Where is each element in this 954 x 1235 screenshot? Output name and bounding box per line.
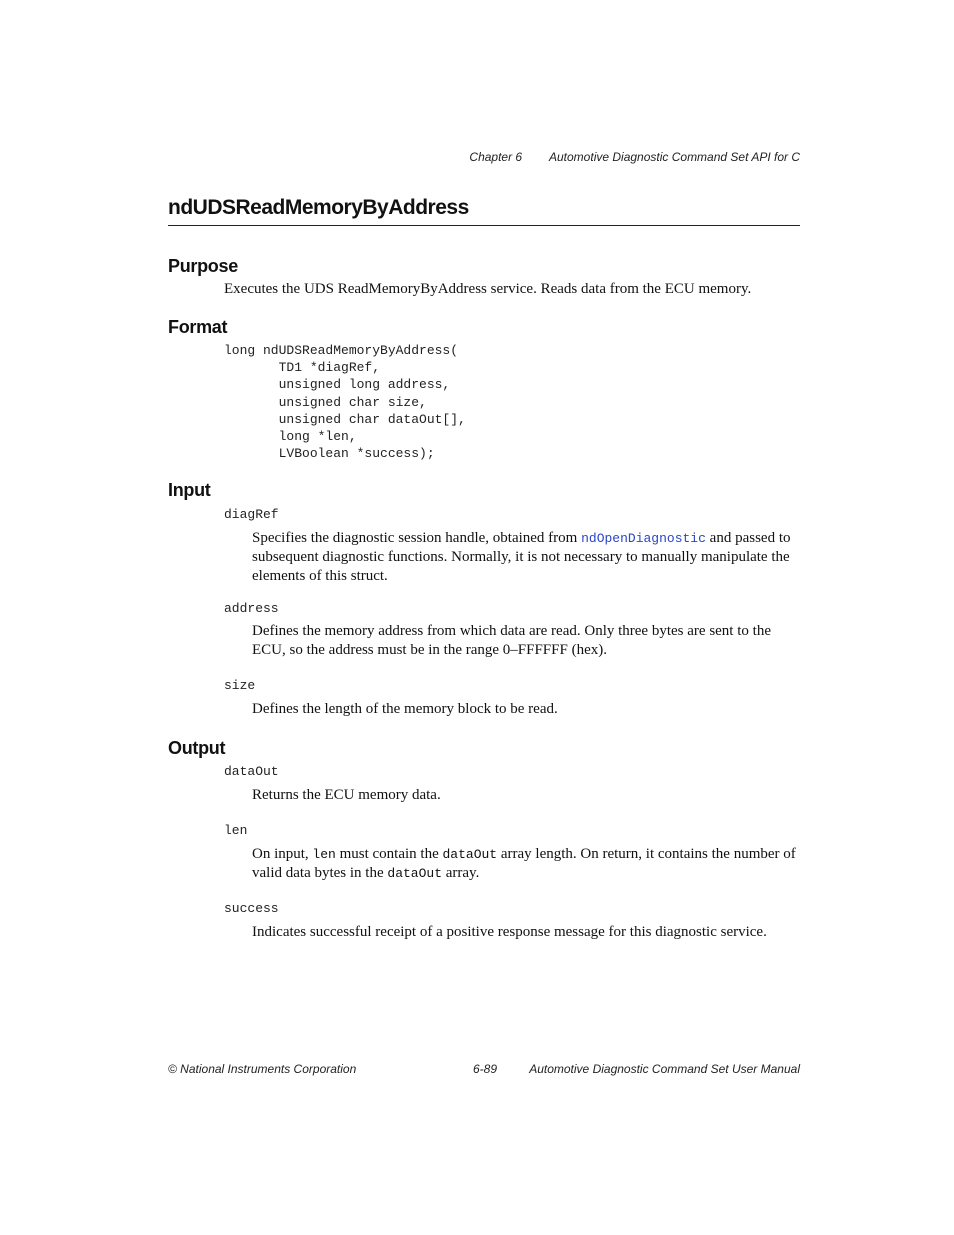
param-name-address: address bbox=[224, 601, 279, 616]
footer-manual-title: Automotive Diagnostic Command Set User Manual bbox=[529, 1062, 800, 1076]
ndopendiagnostic-link[interactable]: ndOpenDiagnostic bbox=[581, 531, 706, 546]
param-desc-size: Defines the length of the memory block to be read. bbox=[252, 701, 558, 717]
param-name-dataout: dataOut bbox=[224, 764, 279, 779]
format-heading: Format bbox=[168, 317, 228, 337]
param-desc-dataout: Returns the ECU memory data. bbox=[252, 787, 441, 803]
chapter-label: Chapter 6 bbox=[469, 150, 523, 164]
purpose-text: Executes the UDS ReadMemoryByAddress service. Reads data from the ECU memory. bbox=[224, 281, 752, 297]
chapter-title: Automotive Diagnostic Command Set API for C bbox=[549, 150, 800, 164]
param-desc-address: Defines the memory address from which data are read. Only three bytes are sent to the ECU, so the address must be in the range 0–FFFFFF (hex). bbox=[252, 623, 771, 658]
param-desc-diagref bbox=[252, 529, 800, 586]
param-name-diagref: diagRef bbox=[224, 507, 279, 522]
diagref-text-2: and passed to subsequent diagnostic functions. Normally, it is not necessary to manually manipulate the elements of this struct. bbox=[252, 530, 791, 584]
format-code-block: long ndUDSReadMemoryByAddress( TD1 *diagRef, unsigned long address, unsigned char size, unsigned char dataOut[], long *len, LVBoolean *success); bbox=[224, 343, 466, 462]
len-text-1: On input, bbox=[252, 846, 313, 862]
len-text-4: array. bbox=[442, 865, 480, 881]
param-name-len: len bbox=[224, 823, 248, 838]
len-text-2: must contain the bbox=[335, 846, 443, 862]
running-header bbox=[469, 150, 800, 164]
param-name-success: success bbox=[224, 901, 279, 916]
param-name-size: size bbox=[224, 678, 256, 693]
len-code-3: dataOut bbox=[387, 866, 442, 881]
len-text-3: array length. On return, it contains the number of valid data bytes in the bbox=[252, 846, 796, 881]
page-title: ndUDSReadMemoryByAddress bbox=[168, 196, 800, 226]
output-heading: Output bbox=[168, 738, 226, 758]
diagref-text-1: Specifies the diagnostic session handle, obtained from bbox=[252, 530, 582, 546]
footer-page-number: 6-89 bbox=[473, 1062, 498, 1076]
purpose-heading: Purpose bbox=[168, 256, 238, 276]
footer-copyright: © National Instruments Corporation bbox=[168, 1062, 357, 1076]
len-code-2: dataOut bbox=[442, 847, 498, 862]
param-desc-success: Indicates successful receipt of a positive response message for this diagnostic service. bbox=[252, 924, 767, 940]
param-desc-len bbox=[252, 845, 800, 883]
input-heading: Input bbox=[168, 480, 211, 500]
len-code-1: len bbox=[312, 847, 336, 862]
